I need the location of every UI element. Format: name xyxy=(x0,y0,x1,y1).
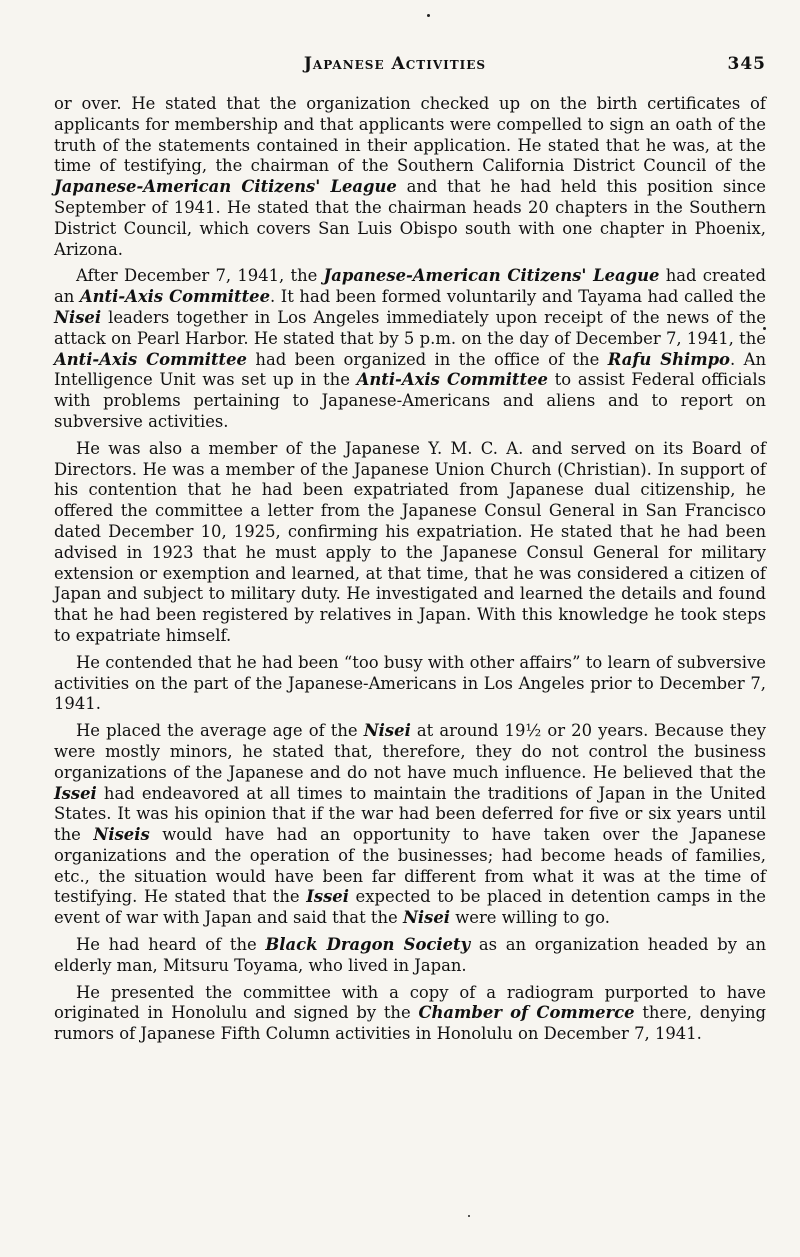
paragraph: or over. He stated that the organization checked up on the birth certificates of applicants for membership and that applicants were compelled to sign an oath of the truth of the statements contained in their application. He stated that he was, at the time of testifying, the chairman of the Southern California District Council of the Japanese-American Citizens' League and that he had held this position since September of 1941. He stated that the chairman heads 20 chapters in the Southern District Council, which covers San Luis Obispo south with one chapter in Phoenix, Arizona. xyxy=(54,94,766,259)
scan-speck xyxy=(427,14,430,17)
italic-term: Black Dragon Society xyxy=(265,935,471,955)
running-title: Japanese Activities xyxy=(303,54,487,74)
paragraph: He was also a member of the Japanese Y. M. C. A. and served on its Board of Directors. He was a member of the Japanese Union Church (Christian). In support of his contention that he had been expatriated from Japanese dual citizenship, he offered the committee a letter from the Japanese Consul General in San Francisco dated December 10, 1925, confirming his expatriation. He stated that he had been advised in 1923 that he must apply to the Japanese Consul General for military extension or exemption and learned, at that time, that he was considered a citizen of Japan and subject to military duty. He investigated and learned the details and found that he had been registered by relatives in Japan. With this knowledge he took steps to expatriate himself. xyxy=(54,438,766,645)
paragraph: He had heard of the Black Dragon Society as an organization headed by an elderly man, Mitsuru Toyama, who lived in Japan. xyxy=(54,935,767,975)
italic-term: Nisei xyxy=(402,908,451,928)
italic-term: Issei xyxy=(306,887,349,907)
italic-term: Nisei xyxy=(363,721,411,741)
body-text xyxy=(54,94,766,1045)
running-header xyxy=(54,54,766,84)
paragraph: He contended that he had been “too busy with other affairs” to learn of subversive activities on the part of the Japanese-Americans in Los Angeles prior to December 7, 1941. xyxy=(54,652,766,714)
italic-term: Japanese-American Citizens' League xyxy=(54,177,397,197)
italic-term: Nisei xyxy=(54,307,102,327)
paragraph: He presented the committee with a copy of a radiogram purported to have originated in Honolulu and signed by the Chamber of Commerce there, denying rumors of Japanese Fifth Column activities in Honolulu on December 7, 1941. xyxy=(54,982,767,1044)
page-number: 345 xyxy=(727,54,766,74)
italic-term: Anti-Axis Committee xyxy=(79,287,271,307)
italic-term: Japanese-American Citizens' League xyxy=(323,266,660,286)
italic-term: Chamber of Commerce xyxy=(418,1003,635,1023)
paragraph: He placed the average age of the Nisei at around 19½ or 20 years. Because they were mostly minors, he stated that, therefore, they do not control the business organizations of the Japanese and do not have much influence. He believed that the Issei had endeavored at all times to maintain the traditions of Japan in the United States. It was his opinion that if the war had been deferred for five or six years until the Niseis would have had an opportunity to have taken over the Japanese organizations and the operation of the businesses; had become heads of families, etc., the situation would have been far different from what it was at the time of testifying. He stated that the Issei expected to be placed in detention camps in the event of war with Japan and said that the Nisei were willing to go. xyxy=(54,721,766,928)
scan-speck xyxy=(468,1215,470,1217)
italic-term: Niseis xyxy=(93,825,150,845)
italic-term: Anti-Axis Committee xyxy=(356,370,548,390)
italic-term: Issei xyxy=(54,783,97,803)
italic-term: Rafu Shimpo xyxy=(607,349,730,369)
page xyxy=(54,54,766,1051)
paragraph: After December 7, 1941, the Japanese-American Citizens' League had created an Anti-Axis Committee. It had been formed voluntarily and Tayama had called the Nisei leaders together in Los Angeles immediately upon receipt of the news of the attack on Pearl Harbor. He stated that by 5 p.m. on the day of December 7, 1941, the Anti-Axis Committee had been organized in the office of the Rafu Shimpo. An Intelligence Unit was set up in the Anti-Axis Committee to assist Federal officials with problems pertaining to Japanese-Americans and aliens and to report on subversive activities. xyxy=(54,266,766,431)
italic-term: Anti-Axis Committee xyxy=(54,349,247,369)
